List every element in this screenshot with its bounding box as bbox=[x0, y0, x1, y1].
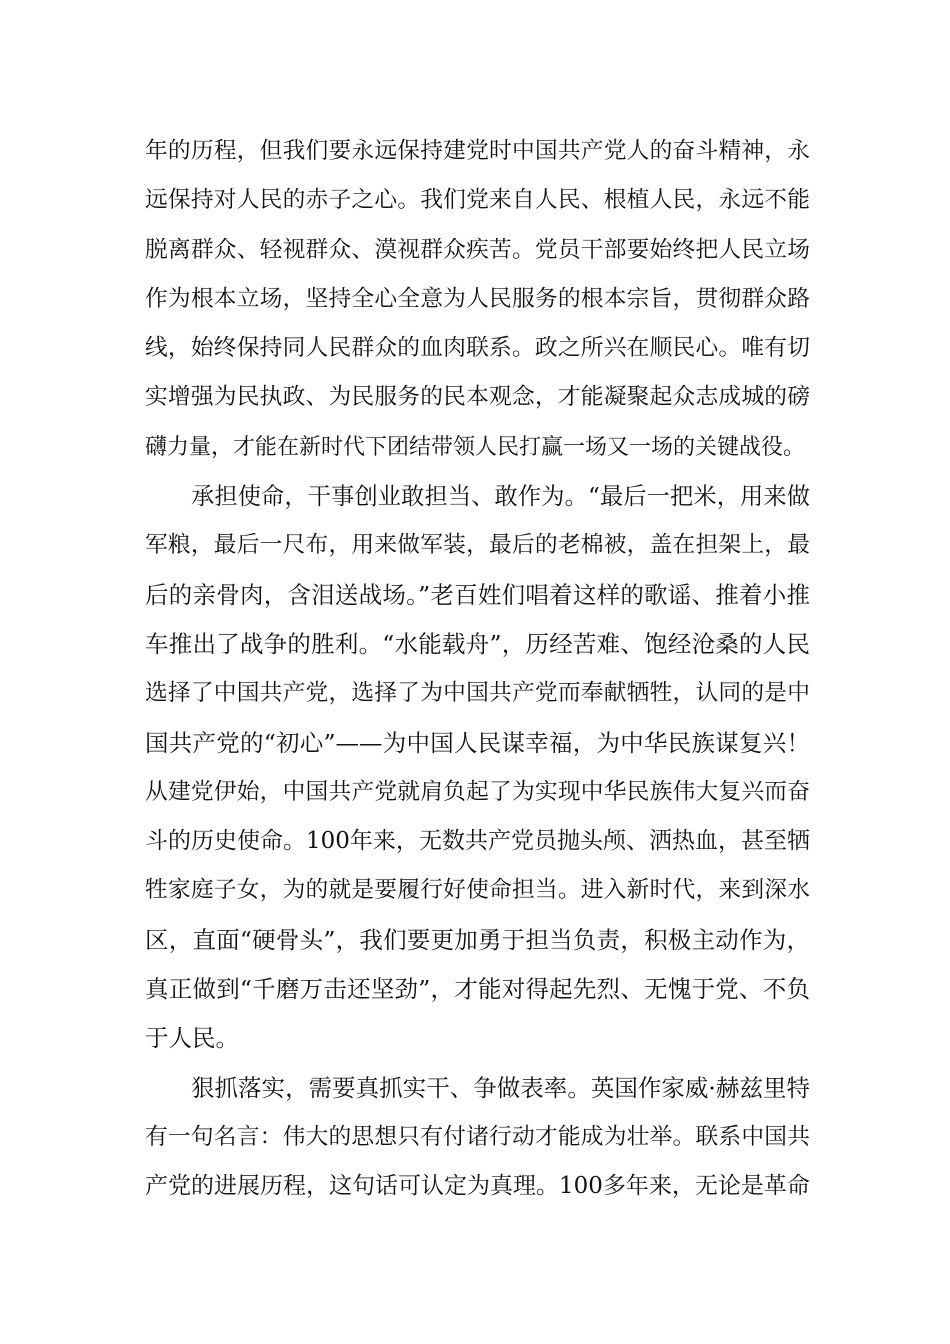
text-line: 后的亲骨肉，含泪送战场。”老百姓们唱着这样的歌谣、推着小推 bbox=[145, 580, 810, 609]
text-line: 作为根本立场，坚持全心全意为人民服务的根本宗旨，贯彻群众路 bbox=[145, 285, 810, 312]
text-line: 于人民。 bbox=[145, 1024, 239, 1053]
text-line: 狠抓落实，需要真抓实干、争做表率。英国作家威·赫兹里特 bbox=[191, 1073, 810, 1102]
text-line: 有一句名言：伟大的思想只有付诸行动才能成为壮举。联系中国共 bbox=[145, 1123, 810, 1150]
text-line: 真正做到“千磨万击还坚劲”，才能对得起先烈、无愧于党、不负 bbox=[145, 975, 810, 1004]
text-line: 年的历程，但我们要永远保持建党时中国共产党人的奋斗精神，永 bbox=[145, 138, 810, 164]
text-line: 牲家庭子女，为的就是要履行好使命担当。进入新时代，来到深水 bbox=[145, 877, 810, 904]
text-line: 承担使命，干事创业敢担当、敢作为。“最后一把米，用来做 bbox=[191, 483, 810, 511]
document-body bbox=[145, 127, 810, 1212]
text-line: 车推出了战争的胜利。“水能载舟”，历经苦难、饱经沧桑的人民 bbox=[145, 629, 810, 658]
text-line: 军粮，最后一尺布，用来做军装，最后的老棉被，盖在担架上，最 bbox=[145, 532, 810, 559]
text-line: 选择了中国共产党，选择了为中国共产党而奉献牺牲，认同的是中 bbox=[145, 680, 810, 707]
paragraph bbox=[145, 127, 810, 472]
text-line: 礴力量，才能在新时代下团结带领人民打赢一场又一场的关键战役。 bbox=[145, 434, 806, 460]
text-line: 脱离群众、轻视群众、漠视群众疾苦。党员干部要始终把人民立场 bbox=[145, 236, 810, 263]
text-line: 国共产党的“初心”——为中国人民谋幸福，为中华民族谋复兴！ bbox=[145, 728, 810, 757]
text-line: 线，始终保持同人民群众的血肉联系。政之所兴在顺民心。唯有切 bbox=[145, 335, 810, 362]
text-line: 从建党伊始，中国共产党就肩负起了为实现中华民族伟大复兴而奋 bbox=[145, 778, 810, 805]
text-line: 远保持对人民的赤子之心。我们党来自人民、根植人民，永远不能 bbox=[145, 187, 810, 214]
text-line: 实增强为民执政、为民服务的民本观念，才能凝聚起众志成城的磅 bbox=[145, 384, 810, 411]
text-line: 产党的进展历程，这句话可认定为真理。100多年来，无论是革命 bbox=[145, 1173, 810, 1200]
paragraph bbox=[145, 1064, 810, 1212]
text-line: 斗的历史使命。100年来，无数共产党员抛头颅、洒热血，甚至牺 bbox=[145, 828, 810, 855]
paragraph bbox=[145, 472, 810, 1064]
text-line: 区，直面“硬骨头”，我们要更加勇于担当负责，积极主动作为， bbox=[145, 925, 810, 954]
